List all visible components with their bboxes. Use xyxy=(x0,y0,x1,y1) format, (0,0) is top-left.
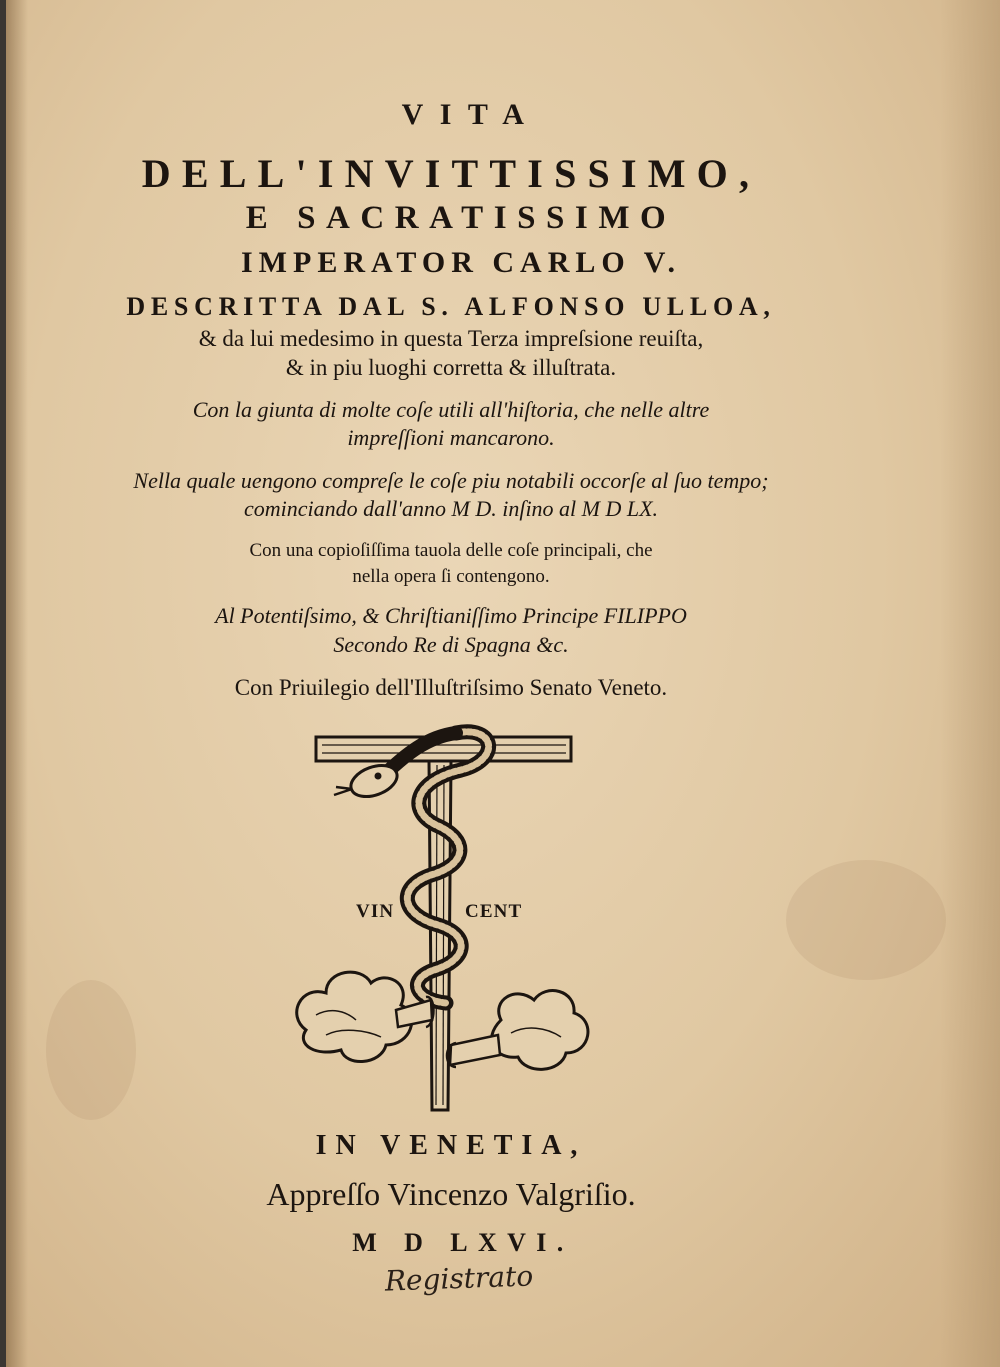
title-page xyxy=(6,0,1000,1367)
privilege-line: Con Priuilegio dell'Illuſtriſsimo Senato Veneto. xyxy=(234,675,668,700)
edition-line-2: & in piu luoghi corretta & illuſtrata. xyxy=(285,355,617,380)
scope-line-1: Nella quale uengono compreſe le coſe piu notabili occorſe al ſuo tempo; xyxy=(133,468,769,493)
imprint-city: IN VENETIA, xyxy=(315,1130,587,1161)
emblem-motto-left: VIN xyxy=(356,901,395,922)
title-line-imperator: IMPERATOR CARLO V. xyxy=(241,246,681,279)
author-line: DESCRITTA DAL S. ALFONSO ULLOA, xyxy=(126,292,776,321)
imprint-printer: Appreſſo Vincenzo Valgriſio. xyxy=(266,1176,636,1212)
paper-stain xyxy=(786,860,946,980)
index-line-2: nella opera ſi contengono. xyxy=(352,566,550,587)
serpent-on-cross-printer-device-icon xyxy=(286,715,596,1115)
scope-line-2: cominciando dall'anno M D. inſino al M D LX. xyxy=(243,496,659,521)
title-line-sacratissimo: E SACRATISSIMO xyxy=(245,200,677,236)
handwritten-annotation: Registrato xyxy=(384,1259,534,1298)
title-line-vita: VITA xyxy=(401,98,541,131)
title-line-invittissimo: DELL'INVITTISSIMO, xyxy=(141,151,761,196)
emblem-motto-right: CENT xyxy=(465,901,523,922)
page-edge-fade xyxy=(940,0,1000,1367)
imprint-year: M D LXVI. xyxy=(352,1228,574,1257)
additions-line-1: Con la giunta di molte coſe utili all'hiſtoria, che nelle altre xyxy=(192,397,710,422)
additions-line-2: impreſſioni mancarono. xyxy=(347,425,555,450)
dedication-line-2: Secondo Re di Spagna &c. xyxy=(333,632,569,657)
index-line-1: Con una copioſiſſima tauola delle coſe principali, che xyxy=(249,540,653,561)
edition-line-1: & da lui medesimo in questa Terza impreſsione reuiſta, xyxy=(198,326,704,351)
paper-stain xyxy=(46,980,136,1120)
dedication-line-1: Al Potentiſsimo, & Chriſtianiſſimo Principe FILIPPO xyxy=(215,603,687,628)
